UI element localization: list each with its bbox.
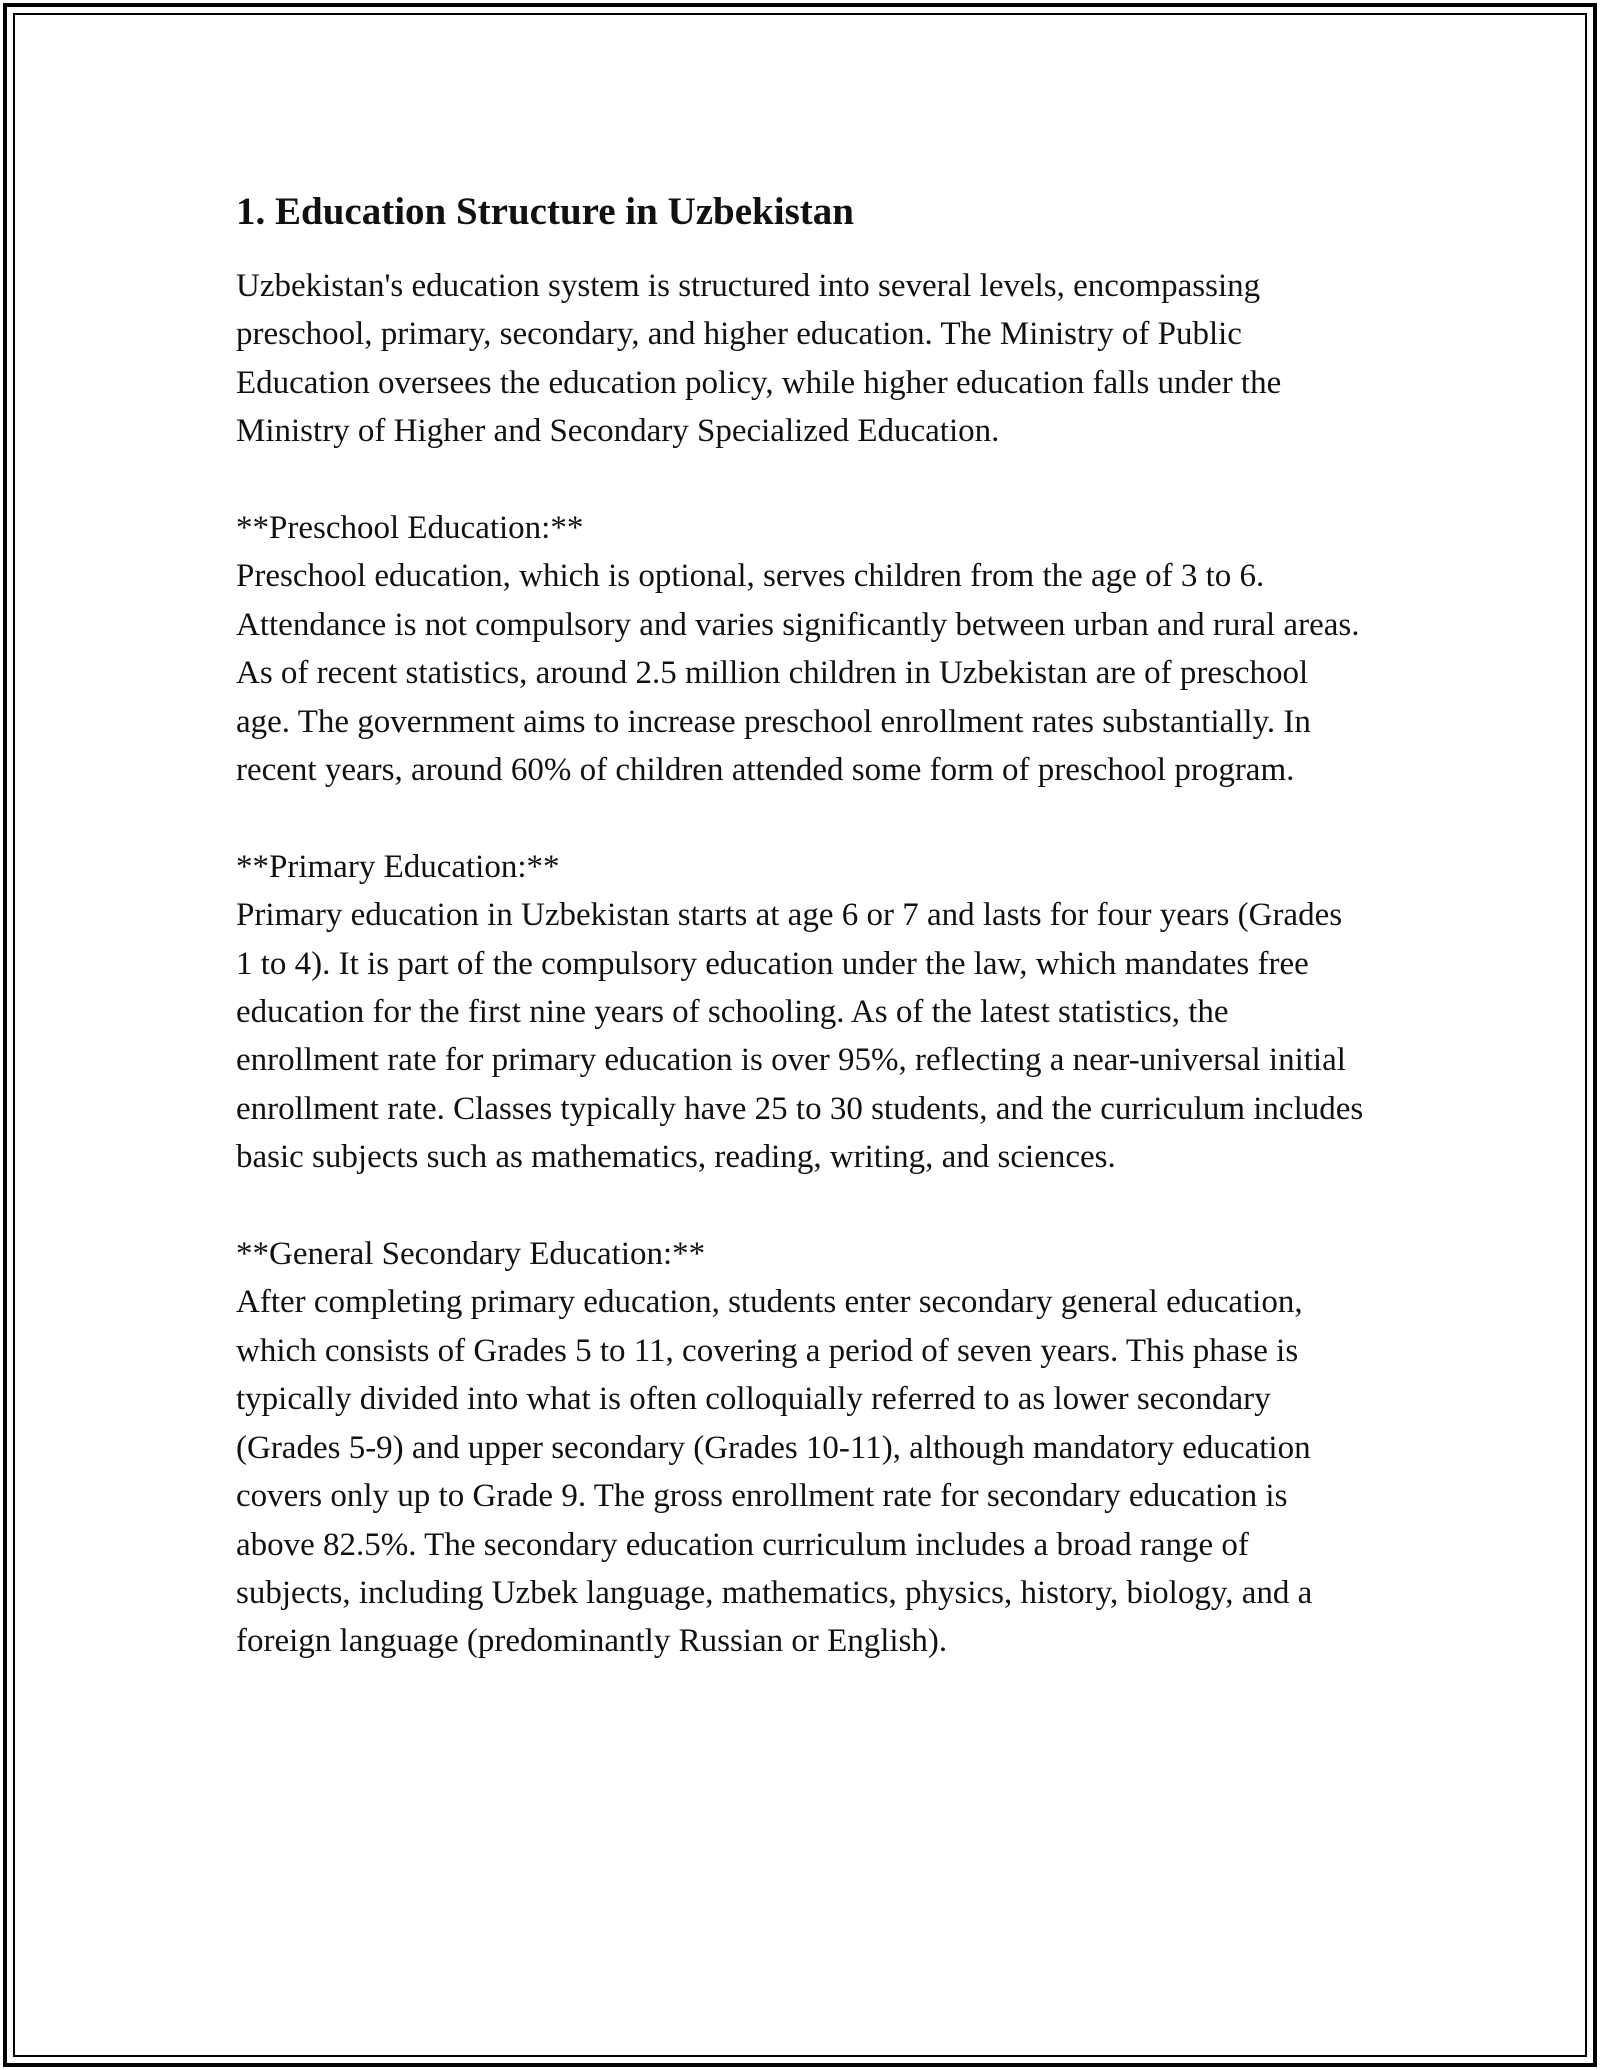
document-title: 1. Education Structure in Uzbekistan bbox=[236, 190, 854, 233]
section-preschool bbox=[236, 504, 1366, 794]
document-body bbox=[236, 184, 1366, 1666]
section-body-general-secondary: After completing primary education, students enter secondary general education, which consists of Grades 5 to 11, covering a period of seven years. This phase is typically divided into what is often colloquially referred to as lower secondary (Grades 5-9) and upper secondary (Grades 10-11), although mandatory education covers only up to Grade 9. The gross enrollment rate for secondary education is above 82.5%. The secondary education curriculum includes a broad range of subjects, including Uzbek language, mathematics, physics, history, biology, and a foreign language (predominantly Russian or English). bbox=[236, 1284, 1313, 1660]
section-heading-primary: **Primary Education:** bbox=[236, 848, 560, 885]
section-general-secondary bbox=[236, 1230, 1366, 1666]
section-heading-preschool: **Preschool Education:** bbox=[236, 510, 584, 547]
section-body-primary: Primary education in Uzbekistan starts at age 6 or 7 and lasts for four years (Grades 1 to 4). It is part of the compulsory education under the law, which mandates free education for the first nine years of schooling. As of the latest statistics, the enrollment rate for primary education is over 95%, reflecting a near-universal initial enrollment rate. Classes typically have 25 to 30 students, and the curriculum includes basic subjects such as mathematics, reading, writing, and sciences. bbox=[236, 897, 1364, 1176]
section-body-preschool: Preschool education, which is optional, serves children from the age of 3 to 6. Attendance is not compulsory and varies significantly between urban and rural areas. As of recent statistics, around 2.5 million children in Uzbekistan are of preschool age. The government aims to increase preschool enrollment rates substantially. In recent years, around 60% of children attended some form of preschool program. bbox=[236, 558, 1360, 789]
intro-paragraph: Uzbekistan's education system is structured into several levels, encompassing preschool, primary, secondary, and higher education. The Ministry of Public Education oversees the education policy, while higher education falls under the Ministry of Higher and Secondary Specialized Education. bbox=[236, 268, 1282, 450]
section-primary bbox=[236, 843, 1366, 1182]
section-heading-general-secondary: **General Secondary Education:** bbox=[236, 1236, 706, 1273]
